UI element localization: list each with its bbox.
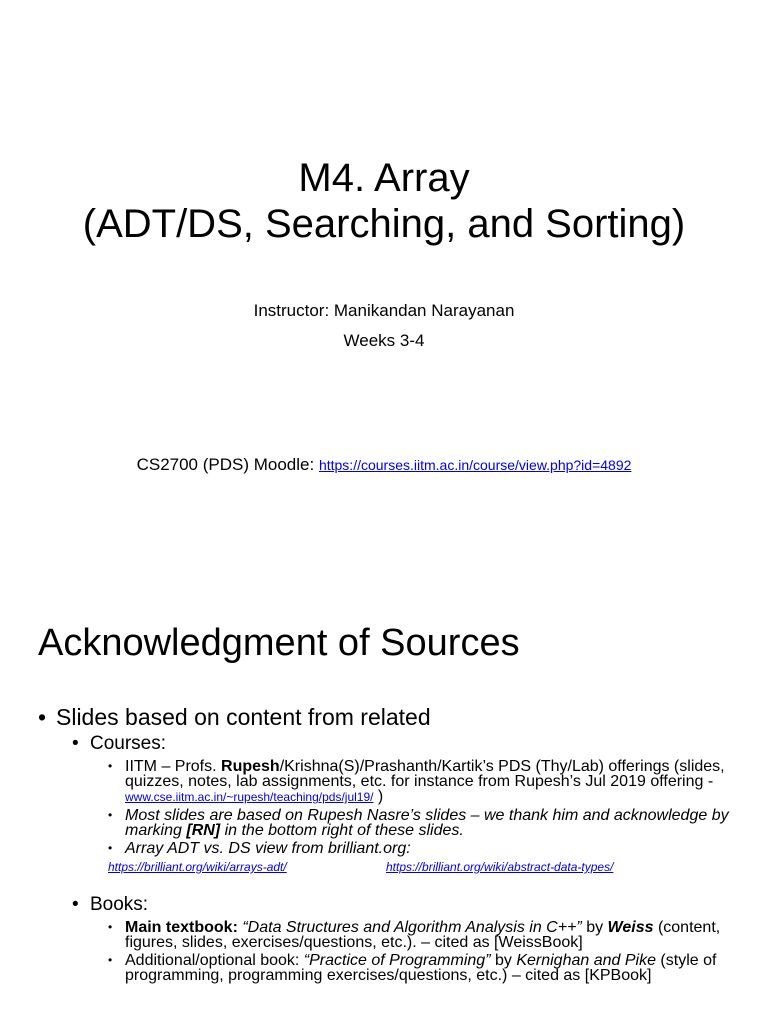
iitm-bold: Rupesh bbox=[221, 758, 280, 775]
main-label: Main textbook: bbox=[125, 919, 243, 936]
bullet-slides-based bbox=[38, 704, 758, 731]
slide-content bbox=[38, 704, 758, 983]
bullet-iitm bbox=[38, 759, 758, 805]
most-text-cont: in the bottom right of these slides. bbox=[220, 822, 464, 839]
bullet-icon: • bbox=[38, 704, 47, 730]
iitm-text: IITM – Profs. bbox=[125, 758, 222, 775]
arrays-adt-link[interactable]: https://brilliant.org/wiki/arrays-adt/ bbox=[108, 860, 287, 874]
bullet-additional-book bbox=[38, 953, 758, 983]
bullet-icon: • bbox=[72, 894, 79, 915]
main-author: Weiss bbox=[607, 919, 654, 936]
bullet-main-textbook bbox=[38, 920, 758, 950]
moodle-line bbox=[0, 454, 768, 476]
bullet-text: Books: bbox=[90, 894, 149, 915]
title-line-2: (ADT/DS, Searching, and Sorting) bbox=[82, 202, 686, 246]
bullet-books bbox=[38, 894, 758, 916]
add-label: Additional/optional book: bbox=[125, 952, 304, 969]
brilliant-links bbox=[38, 860, 758, 878]
bullet-icon: • bbox=[108, 920, 113, 934]
bullet-icon: • bbox=[108, 808, 113, 822]
add-post: (style of programming, programming exercises/questions, etc.) – cited as [KPBook] bbox=[125, 952, 717, 984]
abstract-data-types-link[interactable]: https://brilliant.org/wiki/abstract-data-types/ bbox=[386, 860, 614, 874]
array-adt-text: Array ADT vs. DS view from brilliant.org: bbox=[125, 840, 411, 857]
title-line-1: M4. Array bbox=[298, 156, 470, 200]
main-title: “Data Structures and Algorithm Analysis in C++” bbox=[242, 919, 582, 936]
add-author: Kernighan and Pike bbox=[516, 952, 656, 969]
bullet-icon: • bbox=[108, 759, 113, 773]
weeks-line: Weeks 3-4 bbox=[343, 331, 425, 350]
instructor-line: Instructor: Manikandan Narayanan bbox=[253, 301, 515, 320]
moodle-label: CS2700 (PDS) Moodle: bbox=[136, 455, 319, 474]
moodle-link[interactable]: https://courses.iitm.ac.in/course/view.php?id=4892 bbox=[318, 457, 632, 473]
most-text: Most slides are based on Rupesh Nasre’s slides – we thank him and acknowledge by marking bbox=[125, 807, 729, 839]
slide-title: Acknowledgment of Sources bbox=[38, 622, 520, 664]
bullet-icon: • bbox=[72, 733, 79, 754]
bullet-text: Slides based on content from related bbox=[56, 704, 431, 730]
bullet-text: Courses: bbox=[90, 733, 167, 754]
bullet-icon: • bbox=[108, 953, 113, 967]
main-post: (content, figures, slides, exercises/questions, etc.). – cited as [WeissBook] bbox=[125, 919, 721, 951]
slide-title bbox=[0, 155, 768, 247]
main-by: by bbox=[581, 919, 608, 936]
add-title: “Practice of Programming” bbox=[303, 952, 491, 969]
acknowledgment-slide bbox=[0, 576, 768, 1024]
bullet-icon: • bbox=[108, 841, 113, 855]
bullet-most-slides bbox=[38, 808, 758, 838]
add-by: by bbox=[490, 952, 517, 969]
rupesh-course-link[interactable]: www.cse.iitm.ac.in/~rupesh/teaching/pds/jul19/ bbox=[125, 790, 374, 804]
most-bold: [RN] bbox=[186, 822, 221, 839]
bullet-courses bbox=[38, 733, 758, 755]
iitm-end: ) bbox=[373, 788, 384, 805]
iitm-text-cont: /Krishna(S)/Prashanth/Kartik’s PDS (Thy/Lab) offerings (slides, quizzes, notes, lab assignments, etc. for instance from Rupesh’s Jul 2019 offering - bbox=[125, 758, 725, 790]
bullet-array-adt bbox=[38, 841, 758, 856]
